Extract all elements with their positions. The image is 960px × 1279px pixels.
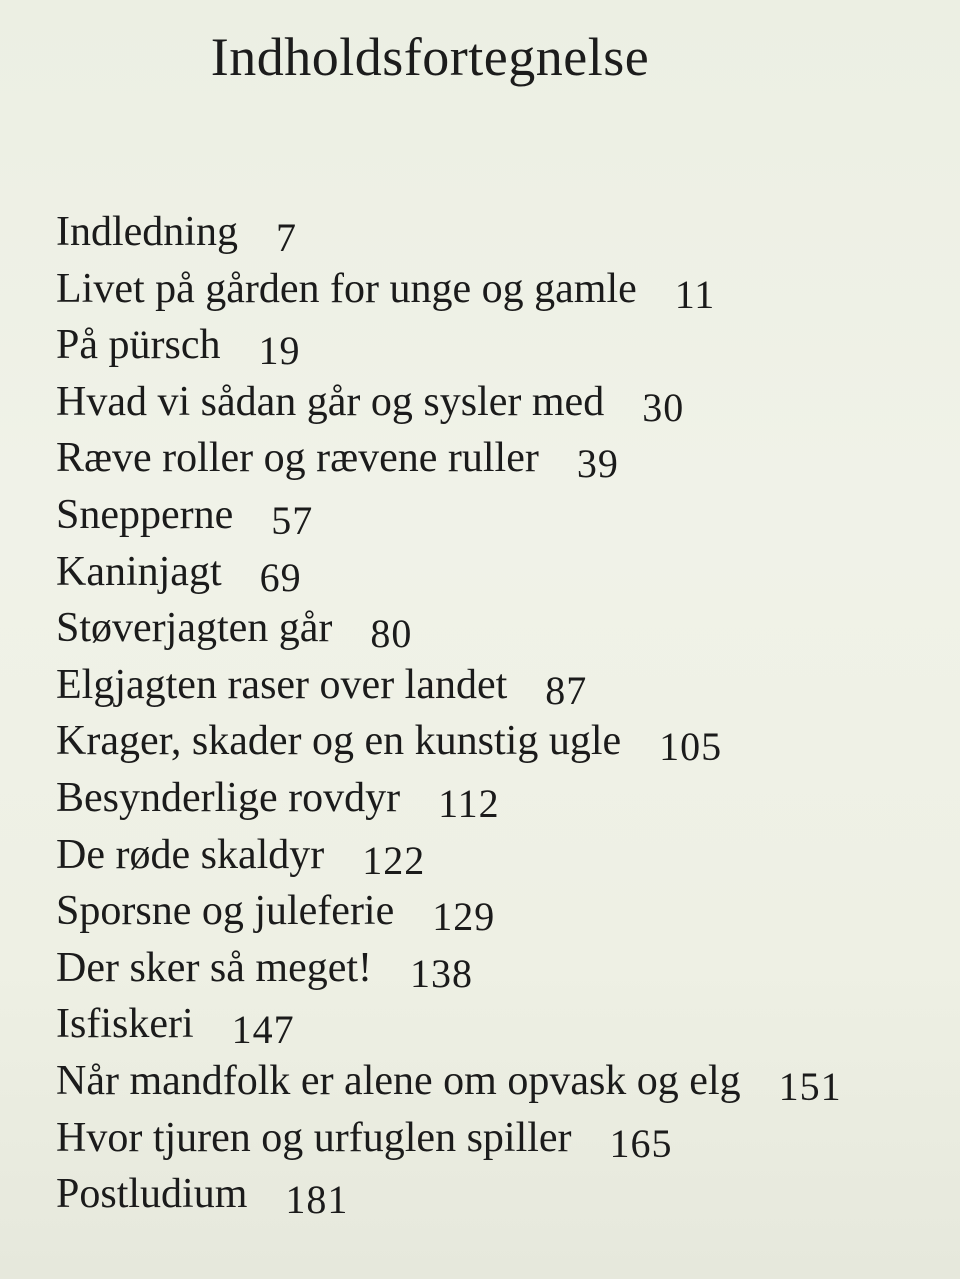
toc-entry [56, 770, 936, 827]
toc-entry-page-number: 11 [674, 271, 716, 317]
toc-entry [56, 883, 936, 940]
toc-entry-title: Elgjagten raser over landet [56, 661, 508, 708]
toc-entry-title: Når mandfolk er alene om opvask og elg [56, 1057, 741, 1104]
toc-entry-page-number: 129 [432, 894, 496, 940]
toc-entry-title: Isfiskeri [56, 1001, 194, 1048]
toc-entry-page-number: 122 [362, 837, 426, 883]
toc-entry-page-number: 30 [642, 384, 685, 430]
toc-entry-title: Snepperne [56, 491, 234, 538]
toc-entry [56, 261, 936, 318]
toc-entry-title: Besynderlige rovdyr [56, 774, 401, 821]
toc-entry-page-number: 7 [275, 215, 297, 260]
toc-entry-title: Hvad vi sådan går og sysler med [56, 378, 605, 425]
toc-entry-title: Sporsne og juleferie [56, 888, 395, 935]
toc-entry-title: De røde skaldyr [56, 831, 325, 878]
toc-entry [56, 1053, 936, 1110]
toc-entry [56, 713, 936, 770]
toc-entry [56, 657, 936, 714]
toc-entry-title: Støverjagten går [56, 605, 333, 652]
toc-entry-page-number: 138 [410, 950, 474, 996]
toc-entry-title: Kaninjagt [56, 548, 222, 595]
toc-entry-title: Der sker så meget! [56, 944, 373, 991]
toc-entry-page-number: 105 [659, 724, 723, 770]
toc-entry [56, 996, 936, 1053]
toc-entry-title: Krager, skader og en kunstig ugle [56, 718, 622, 765]
toc-entry [56, 204, 936, 261]
toc-entry-page-number: 19 [258, 328, 301, 374]
toc-entry [56, 827, 936, 884]
toc-entry-title: Postludium [56, 1171, 248, 1218]
toc-entry-title: Ræve roller og rævene ruller [56, 435, 539, 482]
toc-entry-title: På pürsch [56, 322, 221, 369]
toc-entry-page-number: 87 [545, 667, 588, 713]
toc-entry [56, 940, 936, 997]
toc-entry-page-number: 69 [259, 554, 302, 600]
table-of-contents [56, 204, 936, 1223]
toc-entry [56, 1166, 936, 1223]
toc-entry-title: Hvor tjuren og urfuglen spiller [56, 1114, 572, 1161]
toc-entry [56, 430, 936, 487]
toc-entry [56, 544, 936, 601]
toc-entry-title: Indledning [56, 209, 238, 255]
toc-entry [56, 1110, 936, 1167]
toc-entry-page-number: 165 [609, 1120, 673, 1166]
toc-entry [56, 600, 936, 657]
toc-entry-title: Livet på gården for unge og gamle [56, 265, 637, 312]
toc-entry-page-number: 80 [370, 611, 413, 657]
toc-entry-page-number: 57 [271, 497, 314, 543]
toc-entry [56, 374, 936, 431]
toc-entry [56, 317, 936, 374]
toc-entry [56, 487, 936, 544]
page-title: Indholdsfortegnelse [210, 27, 650, 87]
toc-entry-page-number: 39 [576, 441, 619, 487]
toc-entry-page-number: 147 [231, 1007, 295, 1053]
toc-entry-page-number: 181 [285, 1177, 349, 1223]
toc-entry-page-number: 112 [438, 780, 500, 826]
toc-entry-page-number: 151 [778, 1063, 842, 1109]
